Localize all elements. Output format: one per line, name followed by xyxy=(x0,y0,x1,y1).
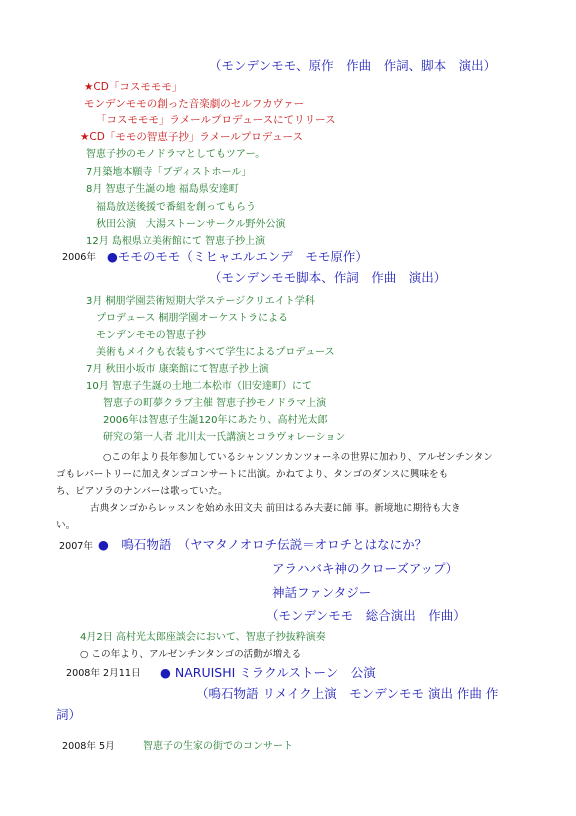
event-120th-anniversary: 2006年は智恵子生誕120年にあたり、高村光太郎 xyxy=(103,415,328,426)
event-yume-club: 智恵子の町夢クラブ主催 智恵子抄モノドラマ上演 xyxy=(103,398,327,409)
credits-line-top: （モンデンモモ、原作 作曲 作詞、脚本 演出） xyxy=(209,58,497,73)
cd-cosmomomo-desc: モンデンモモの創った音楽劇のセルフカヴァー xyxy=(84,98,305,110)
event-april-takamura: 4月2日 高村光太郎座談会において、智恵子抄抜粋演奏 xyxy=(80,632,326,643)
naruishi-credits-line: （モンデンモモ 総合演出 作曲） xyxy=(266,608,466,623)
tango-paragraph-line-1: ○この年より長年参加しているシャンソンカンツォーネの世界に加わり、アルゼンチンタン xyxy=(103,452,493,463)
event-july-kosaka: 7月 秋田小坂市 康楽館にて智恵子抄上演 xyxy=(86,364,269,375)
event-kitagawa-lecture: 研究の第一人者 北川太一氏講演とコラヴォレーション xyxy=(103,432,346,443)
tango-paragraph-line-4: 古典タンゴからレッスンを始め永田文夫 前田はるみ夫妻に師 事。新境地に期待も大き xyxy=(90,503,461,514)
event-student-production: 美術もメイクも衣装もすべて学生によるプロデュース xyxy=(96,347,335,358)
myth-fantasy-line: 神話ファンタジー xyxy=(272,585,372,600)
naruishi-remake-credits-cont: 詞） xyxy=(56,707,82,722)
tango-paragraph-line-5: い。 xyxy=(56,520,76,531)
concert-chieko-hometown: 智恵子の生家の街でのコンサート xyxy=(143,741,293,752)
tango-paragraph-line-3: ち、ピアソラのナンバーは歌っていた。 xyxy=(56,486,228,497)
momo-credits-line: （モンデンモモ脚本、作詞 作曲 演出） xyxy=(209,270,447,285)
momo-title-line: ●モモのモモ（ミヒャエルエンデ モモ原作） xyxy=(107,249,368,264)
tango-paragraph-line-2: ゴもレパートリーに加えタンゴコンサートに出演。かねてより、タンゴのダンスに興味をも xyxy=(56,469,449,480)
year-2007-label: 2007年 xyxy=(59,541,94,552)
event-october-nihonmatsu: 10月 智恵子生誕の土地二本松市（旧安達町）にて xyxy=(86,381,312,392)
naruishi-title-line: ● 鳴石物語 （ヤマタノオロチ伝説＝オロチとはなにか？ xyxy=(98,537,428,552)
event-december-shimane: 12月 島根県立美術館にて 智恵子抄上演 xyxy=(86,236,266,247)
cd-cosmomomo-heading: ★CD「コスモモモ」 xyxy=(84,81,183,93)
tango-activity-line: ○ この年より、アルゼンチンタンゴの活動が増える xyxy=(80,649,302,660)
arahabaki-line: アラハバキ神のクローズアップ） xyxy=(272,561,459,576)
event-mondenmomo-chieko: モンデンモモの智恵子抄 xyxy=(96,330,206,341)
event-august-fukushima: 8月 智恵子生誕の地 福島県安達町 xyxy=(86,184,239,195)
cd-cosmomomo-release: 「コスモモモ」ラメールプロデュースにてリリース xyxy=(96,114,336,126)
event-july-tsukiji: 7月築地本願寺「ブディストホール」 xyxy=(86,167,252,178)
tango-paragraph xyxy=(56,449,526,534)
chieko-tour-line: 智恵子抄のモノドラマとしてもツアー。 xyxy=(86,149,266,160)
date-2008-may: 2008年 5月 xyxy=(62,741,115,752)
event-akita-oyu: 秋田公演 大湯ストーンサークル野外公演 xyxy=(96,219,286,230)
event-fukushima-broadcast: 福島放送後援で番組を創ってもらう xyxy=(96,202,256,213)
naruishi-miracle-stone-title: ● NARUISHI ミラクルストーン 公演 xyxy=(160,665,376,680)
date-2008-feb: 2008年 2月11日 xyxy=(66,668,141,679)
event-march-toho: 3月 桐朋学園芸術短期大学ステージクリエイト学科 xyxy=(86,296,315,307)
event-toho-orchestra: プロデュース 桐朋学園オーケストラによる xyxy=(96,313,288,324)
naruishi-remake-credits: （鳴石物語 リメイク上演 モンデンモモ 演出 作曲 作 xyxy=(196,686,499,701)
year-2006-label: 2006年 xyxy=(62,252,97,263)
cd-chieko-heading: ★CD「モモの智恵子抄」ラメールプロデュース xyxy=(80,131,303,143)
